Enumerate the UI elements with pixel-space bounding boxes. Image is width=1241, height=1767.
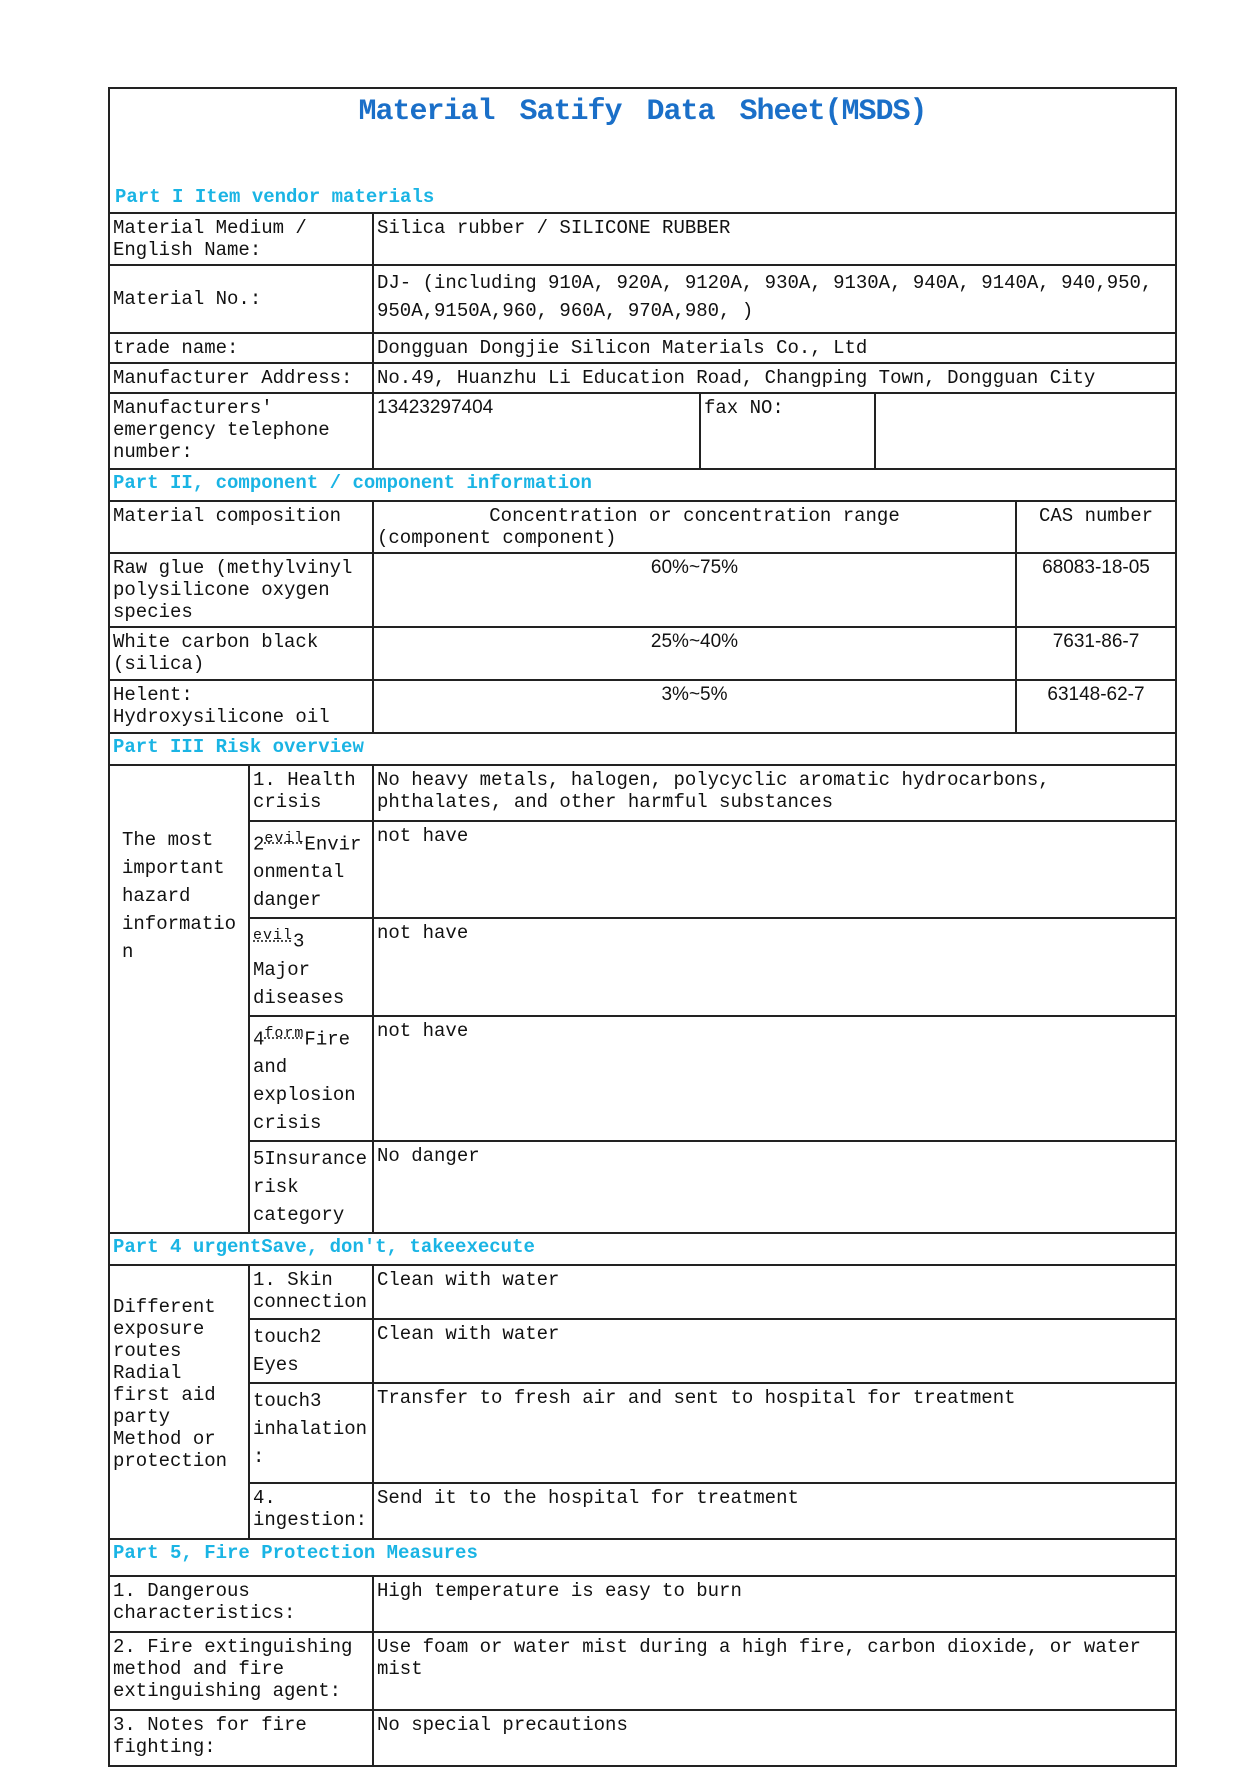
- route-label: 1. Skin connection: [249, 1265, 373, 1319]
- risk-value: No heavy metals, halogen, polycyclic aromatic hydrocarbons, phthalates, and other harmful substances: [373, 765, 1176, 821]
- part2-table: [108, 500, 1177, 766]
- part3-table: [108, 764, 1177, 1266]
- fire-label: 1. Dangerous characteristics:: [109, 1576, 373, 1632]
- value-cell: No.49, Huanzhu Li Education Road, Changping Town, Dongguan City: [373, 363, 1176, 393]
- risk-value: not have: [373, 918, 1176, 1015]
- conc-subheader: (component component): [377, 527, 617, 549]
- part2-header: Part II, component / component information: [109, 469, 1176, 501]
- risk-name: Insurance risk category: [253, 1147, 368, 1226]
- component-name: White carbon black (silica): [109, 627, 373, 680]
- concentration: 25%~40%: [373, 627, 1016, 680]
- risk-value: No danger: [373, 1141, 1176, 1233]
- fax-label: fax NO:: [700, 393, 875, 469]
- concentration: 60%~75%: [373, 553, 1016, 627]
- part5-table: [108, 1575, 1177, 1767]
- risk-annotation: evil: [253, 927, 294, 945]
- fax-value: [875, 393, 1176, 469]
- label-cell: Manufacturer Address:: [109, 363, 373, 393]
- risk-label: [249, 1016, 373, 1141]
- value-cell: DJ- (including 910A, 920A, 9120A, 930A, 9130A, 940A, 9140A, 940,950, 950A,9150A,960, 960A, 970A,980, ): [373, 265, 1176, 333]
- risk-annotation: evil: [264, 830, 305, 847]
- fire-value: No special precautions: [373, 1710, 1176, 1766]
- title-box: [108, 87, 1177, 214]
- fire-label: 3. Notes for fire fighting:: [109, 1710, 373, 1766]
- route-value: Transfer to fresh air and sent to hospital for treatment: [373, 1383, 1176, 1483]
- col-header: [373, 501, 1016, 553]
- fire-value: High temperature is easy to burn: [373, 1576, 1176, 1632]
- part1-table: [108, 212, 1177, 502]
- part3-header: Part III Risk overview: [109, 733, 1176, 765]
- fire-value: Use foam or water mist during a high fire, carbon dioxide, or water mist: [373, 1632, 1176, 1710]
- risk-name: 3 Major diseases: [253, 930, 345, 1009]
- risk-value: not have: [373, 1016, 1176, 1141]
- route-label: touch3 inhalation:: [249, 1383, 373, 1483]
- risk-label: [249, 765, 373, 821]
- label-cell: Material Medium / English Name:: [109, 213, 373, 265]
- component-name: Helent: Hydroxysilicone oil: [109, 680, 373, 733]
- col-header: CAS number: [1016, 501, 1176, 553]
- group-label: The most important hazard information: [109, 765, 249, 1233]
- route-label: 4. ingestion:: [249, 1483, 373, 1539]
- risk-number: 4: [253, 1027, 265, 1050]
- cas-number: 7631-86-7: [1016, 627, 1176, 680]
- route-value: Send it to the hospital for treatment: [373, 1483, 1176, 1539]
- part5-header: Part 5, Fire Protection Measures: [109, 1539, 1176, 1576]
- risk-number: 5: [253, 1147, 265, 1170]
- value-cell: Silica rubber / SILICONE RUBBER: [373, 213, 1176, 265]
- msds-sheet: [108, 87, 1177, 1767]
- phone-value: 13423297404: [373, 393, 700, 469]
- label-cell: Manufacturers' emergency telephone number:: [109, 393, 373, 469]
- risk-value: not have: [373, 821, 1176, 918]
- component-name: Raw glue (methylvinyl polysilicone oxygen species: [109, 553, 373, 627]
- risk-label: [249, 918, 373, 1015]
- label-cell: trade name:: [109, 333, 373, 363]
- risk-label: [249, 1141, 373, 1233]
- label-cell: Material No.:: [109, 265, 373, 333]
- risk-annotation: form: [264, 1024, 305, 1042]
- risk-name: Environmental danger: [253, 833, 362, 912]
- concentration: 3%~5%: [373, 680, 1016, 733]
- group-label: Different exposure routes Radial first aid party Method or protection: [109, 1265, 249, 1539]
- route-value: Clean with water: [373, 1265, 1176, 1319]
- risk-name: Fire and explosion crisis: [253, 1027, 356, 1134]
- part4-table: [108, 1264, 1177, 1577]
- part1-header: Part I Item vendor materials: [115, 186, 435, 208]
- value-cell: Dongguan Dongjie Silicon Materials Co., Ltd: [373, 333, 1176, 363]
- route-label: touch2 Eyes: [249, 1319, 373, 1383]
- conc-header: Concentration or concentration range: [489, 505, 900, 527]
- fire-label: 2. Fire extinguishing method and fire extinguishing agent:: [109, 1632, 373, 1710]
- route-value: Clean with water: [373, 1319, 1176, 1383]
- document-title: Material Satify Data Sheet(MSDS): [358, 95, 927, 129]
- risk-number: 2: [253, 833, 265, 856]
- cas-number: 68083-18-05: [1016, 553, 1176, 627]
- part4-header: Part 4 urgentSave, don't, takeexecute: [109, 1233, 1176, 1265]
- risk-label: [249, 821, 373, 918]
- cas-number: 63148-62-7: [1016, 680, 1176, 733]
- col-header: Material composition: [109, 501, 373, 553]
- risk-number: 1.: [253, 769, 288, 791]
- risk-name: Health crisis: [253, 769, 356, 813]
